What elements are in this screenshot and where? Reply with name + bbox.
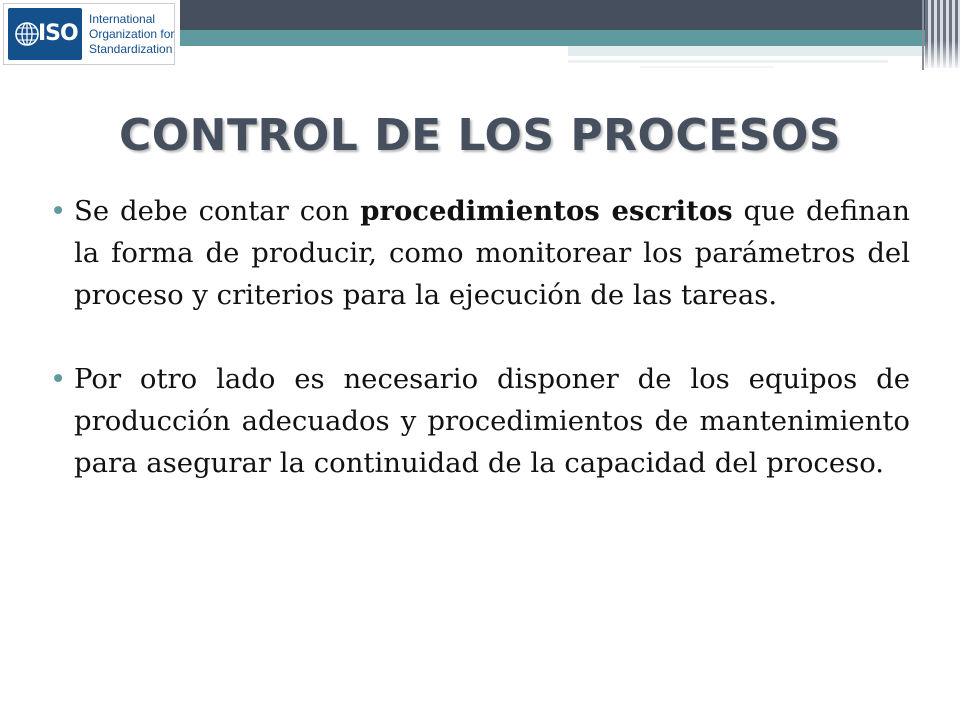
bullet-text: Por otro lado es necesario disponer de los equipos de producción adecuados y procedimientos de mantenimiento para asegurar la continuidad de la capacidad del proceso.: [74, 363, 910, 479]
iso-logo-abbr: ISO: [38, 21, 78, 46]
bullet-item: [50, 190, 910, 316]
header-bar-teal: [180, 30, 925, 46]
bullet-dot-icon: •: [50, 195, 67, 227]
slide-body: [50, 190, 910, 526]
slide-title: CONTROL DE LOS PROCESOS: [118, 110, 842, 161]
iso-logo-name-line: Organization for: [89, 27, 175, 41]
bullet-text: Se debe contar con: [74, 195, 361, 227]
header-divider: [922, 0, 924, 70]
globe-icon: [14, 15, 40, 53]
header-bar-dark: [180, 0, 925, 30]
iso-logo-name-line: Standardization: [89, 42, 173, 56]
header-stripes: [925, 0, 960, 68]
bullet-text: que definan la forma de producir, como monitorear los parámetros del proceso y criterios para la ejecución de las tareas.: [74, 195, 910, 311]
header-line: [568, 60, 888, 63]
bullet-item: [50, 358, 910, 484]
iso-logo-name: [89, 12, 174, 57]
iso-logo-name-line: International: [89, 12, 156, 26]
bullet-dot-icon: •: [50, 363, 67, 395]
iso-logo-badge: [8, 8, 82, 60]
bullet-text-bold: procedimientos escritos: [360, 195, 733, 227]
iso-logo: [3, 3, 175, 65]
header-line: [640, 66, 774, 68]
header-bar-light: [568, 46, 925, 56]
